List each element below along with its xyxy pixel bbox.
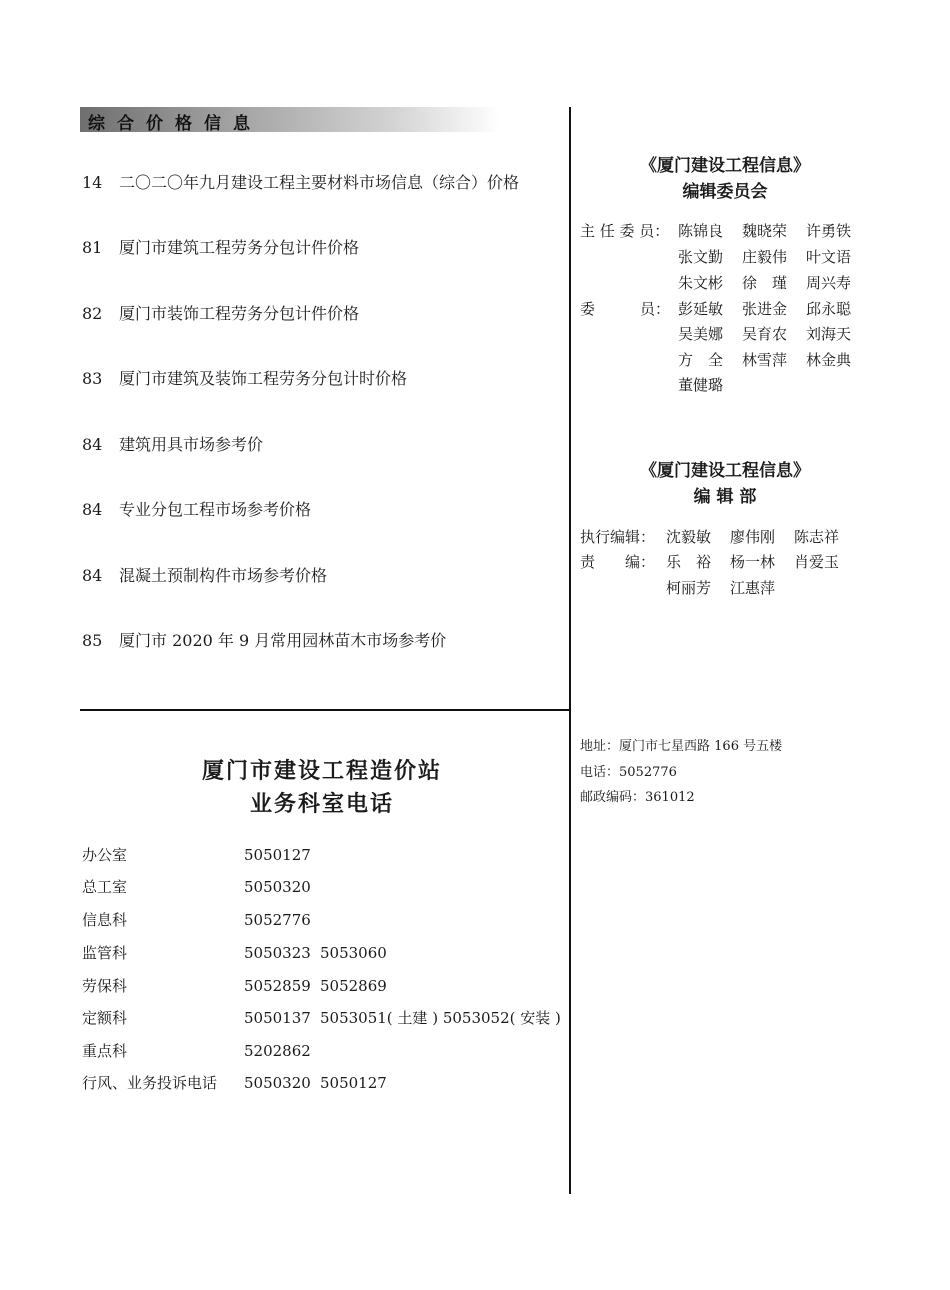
department-name: 定额科 bbox=[82, 1009, 128, 1027]
member-name: 吴美娜 bbox=[678, 325, 724, 343]
toc-item bbox=[82, 368, 407, 390]
toc-item bbox=[82, 499, 311, 521]
department-name: 总工室 bbox=[82, 878, 128, 896]
phone-number-secondary: 5052869 bbox=[320, 977, 387, 995]
toc-title: 专业分包工程市场参考价格 bbox=[119, 500, 312, 519]
section-divider bbox=[80, 709, 570, 711]
phone-label: 电话： bbox=[580, 765, 620, 780]
address-label: 地址： bbox=[580, 739, 620, 754]
toc-title: 厦门市建筑及装饰工程劳务分包计时价格 bbox=[119, 369, 408, 388]
director-name: 许勇铁 bbox=[806, 222, 852, 240]
phone-number: 5050320 bbox=[244, 878, 311, 896]
member-name: 吴育农 bbox=[742, 325, 788, 343]
director-name: 徐 瑾 bbox=[742, 274, 788, 292]
department-name: 办公室 bbox=[82, 846, 128, 864]
committee-subtitle: 编辑委员会 bbox=[682, 182, 768, 202]
editorial-subtitle: 编 辑 部 bbox=[693, 487, 757, 507]
department-name: 监管科 bbox=[82, 944, 128, 962]
phone-number-secondary: 5053051( 土建 ) 5053052( 安装 ) bbox=[320, 1009, 561, 1027]
toc-page-number: 84 bbox=[82, 500, 103, 519]
phone-number: 5052859 bbox=[244, 977, 311, 995]
toc-title: 混凝土预制构件市场参考价格 bbox=[119, 566, 328, 585]
director-label: 主 任 委 员： bbox=[580, 222, 670, 240]
section-header-title: 综合价格信息 bbox=[88, 114, 262, 134]
toc-page-number: 84 bbox=[82, 435, 103, 454]
toc-item bbox=[82, 172, 519, 194]
editorial-title: 《厦门建设工程信息》 bbox=[640, 461, 810, 481]
director-name: 庄毅伟 bbox=[742, 248, 788, 266]
phone-number-secondary: 5053060 bbox=[320, 944, 387, 962]
toc-item bbox=[82, 237, 359, 259]
resp-editor-name: 乐 裕 bbox=[666, 553, 712, 571]
toc-item bbox=[82, 565, 327, 587]
toc-title: 厦门市装饰工程劳务分包计件价格 bbox=[119, 304, 360, 323]
toc-item bbox=[82, 303, 359, 325]
phone-number: 5050320 bbox=[244, 1074, 311, 1092]
address-value: 厦门市七星西路 166 号五楼 bbox=[619, 739, 783, 754]
toc-page-number: 14 bbox=[82, 173, 103, 192]
resp-editor-name: 柯丽芳 bbox=[666, 579, 712, 597]
member-name: 张进金 bbox=[742, 300, 788, 318]
toc-item bbox=[82, 434, 263, 456]
section-header-bar bbox=[80, 107, 500, 132]
department-name: 信息科 bbox=[82, 911, 128, 929]
toc-page-number: 82 bbox=[82, 304, 103, 323]
director-name: 朱文彬 bbox=[678, 274, 724, 292]
toc-item bbox=[82, 630, 446, 652]
director-name: 魏晓荣 bbox=[742, 222, 788, 240]
toc-title: 二〇二〇年九月建设工程主要材料市场信息（综合）价格 bbox=[119, 173, 520, 192]
postcode-value: 361012 bbox=[645, 790, 695, 805]
phone-number: 5050137 bbox=[244, 1009, 311, 1027]
station-title: 厦门市建设工程造价站 bbox=[201, 759, 442, 784]
member-name: 林金典 bbox=[806, 351, 852, 369]
department-name: 重点科 bbox=[82, 1042, 128, 1060]
toc-page-number: 84 bbox=[82, 566, 103, 585]
exec-editor-name: 陈志祥 bbox=[794, 528, 840, 546]
committee-title: 《厦门建设工程信息》 bbox=[640, 156, 810, 176]
director-name: 叶文语 bbox=[806, 248, 852, 266]
department-name: 劳保科 bbox=[82, 977, 128, 995]
member-name: 刘海天 bbox=[806, 325, 852, 343]
resp-editor-name: 杨一林 bbox=[730, 553, 776, 571]
member-name: 邱永聪 bbox=[806, 300, 852, 318]
station-subtitle: 业务科室电话 bbox=[249, 792, 394, 817]
toc-title: 厦门市建筑工程劳务分包计件价格 bbox=[119, 238, 360, 257]
phone-value: 5052776 bbox=[619, 765, 677, 780]
exec-editor-name: 沈毅敏 bbox=[666, 528, 712, 546]
phone-number: 5052776 bbox=[244, 911, 311, 929]
address-line bbox=[580, 735, 782, 754]
director-name: 周兴寿 bbox=[806, 274, 852, 292]
exec-editor-label: 执行编辑： bbox=[580, 528, 656, 546]
toc-page-number: 85 bbox=[82, 631, 103, 650]
phone-number: 5202862 bbox=[244, 1042, 311, 1060]
member-name: 方 全 bbox=[678, 351, 724, 369]
column-divider bbox=[569, 107, 571, 1194]
postcode-line bbox=[580, 786, 695, 805]
phone-line bbox=[580, 761, 677, 780]
toc-title: 厦门市 2020 年 9 月常用园林苗木市场参考价 bbox=[119, 631, 447, 650]
toc-page-number: 81 bbox=[82, 238, 103, 257]
toc-page-number: 83 bbox=[82, 369, 103, 388]
phone-number: 5050323 bbox=[244, 944, 311, 962]
director-name: 张文勤 bbox=[678, 248, 724, 266]
member-name: 董健璐 bbox=[678, 376, 724, 394]
member-name: 林雪萍 bbox=[742, 351, 788, 369]
exec-editor-name: 廖伟刚 bbox=[730, 528, 776, 546]
director-name: 陈锦良 bbox=[678, 222, 724, 240]
toc-title: 建筑用具市场参考价 bbox=[119, 435, 264, 454]
resp-editor-name: 肖爱玉 bbox=[794, 553, 840, 571]
member-name: 彭延敏 bbox=[678, 300, 724, 318]
department-name: 行风、业务投诉电话 bbox=[82, 1074, 218, 1092]
resp-editor-name: 江惠萍 bbox=[730, 579, 776, 597]
phone-number: 5050127 bbox=[244, 846, 311, 864]
phone-number-secondary: 5050127 bbox=[320, 1074, 387, 1092]
postcode-label: 邮政编码： bbox=[580, 790, 646, 805]
member-label: 委 员： bbox=[580, 300, 671, 318]
resp-editor-label: 责 编： bbox=[580, 553, 656, 571]
